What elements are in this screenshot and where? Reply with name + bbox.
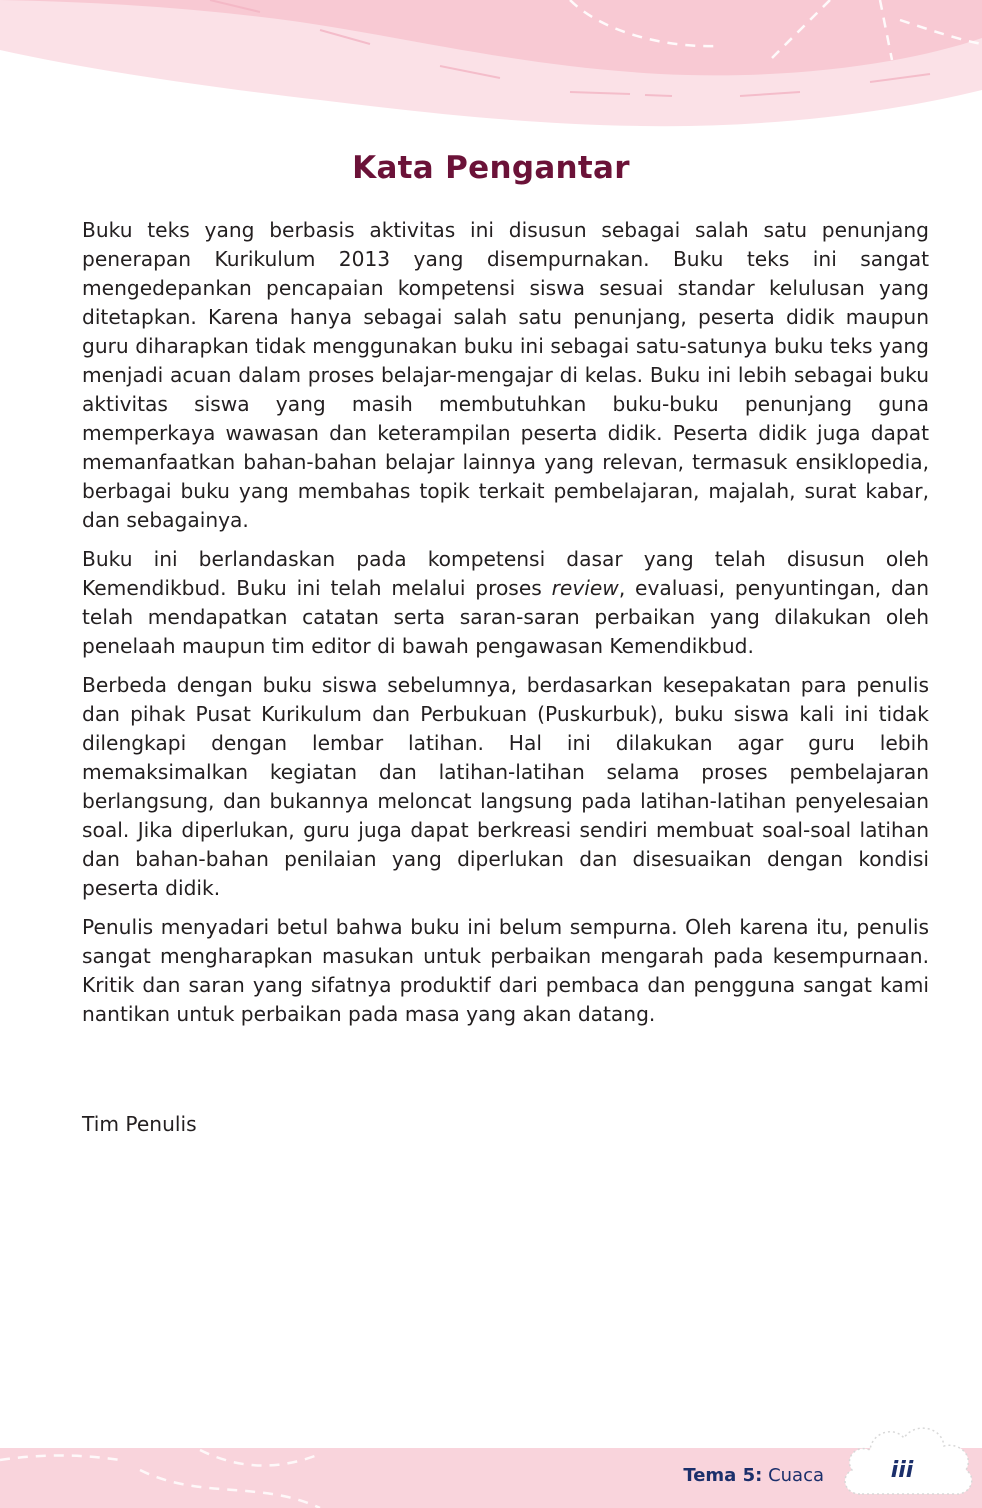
page-title: Kata Pengantar [352,150,630,186]
header-decoration [0,0,982,140]
theme-label [683,1465,824,1486]
paragraph-2-part-2: , evaluasi, penyuntingan, dan telah mendapatkan catatan serta saran-saran perbaikan yang dilakukan oleh penelaah maupun tim editor di bawah pengawasan Kemendikbud. [82,576,930,658]
signature: Tim Penulis [82,1112,197,1136]
paragraph-2 [82,545,929,661]
paragraph-2-part-1: Buku ini berlandaskan pada kompetensi dasar yang telah disusun oleh Kemendikbud. Buku ini telah melalui proses [82,547,929,600]
theme-name: Cuaca [768,1465,824,1486]
paragraph-2-italic-term: review [551,576,619,600]
paragraph-3: Berbeda dengan buku siswa sebelumnya, berdasarkan kesepakatan para penulis dan pihak Pusat Kurikulum dan Perbukuan (Puskurbuk), buku siswa kali ini tidak dilengkapi dengan lembar latihan. Hal ini dilakukan agar guru lebih memaksimalkan kegiatan dan latihan-latihan selama proses pembelajaran berlangsung, dan bukannya meloncat langsung pada latihan-latihan penyelesaian soal. Jika diperlukan, guru juga dapat berkreasi sendiri membuat soal-soal latihan dan bahan-bahan penilaian yang diperlukan dan disesuaikan dengan kondisi peserta didik. [82,673,929,900]
preface-body [82,216,929,1039]
paragraph-4: Penulis menyadari betul bahwa buku ini belum sempurna. Oleh karena itu, penulis sangat mengharapkan masukan untuk perbaikan mengarah pada kesempurnaan. Kritik dan saran yang sifatnya produktif dari pembaca dan pengguna sangat kami nantikan untuk perbaikan pada masa yang akan datang. [82,915,929,1026]
paragraph-1: Buku teks yang berbasis aktivitas ini disusun sebagai salah satu penunjang penerapan Kurikulum 2013 yang disempurnakan. Buku teks ini sangat mengedepankan pencapaian kompetensi siswa sesuai standar kelulusan yang ditetapkan. Karena hanya sebagai salah satu penunjang, peserta didik maupun guru diharapkan tidak menggunakan buku ini sebagai satu-satunya buku teks yang menjadi acuan dalam proses belajar-mengajar di kelas. Buku ini lebih sebagai buku aktivitas siswa yang masih membutuhkan buku-buku penunjang guna memperkaya wawasan dan keterampilan peserta didik. Peserta didik juga dapat memanfaatkan bahan-bahan belajar lainnya yang relevan, termasuk ensiklopedia, berbagai buku yang membahas topik terkait pembelajaran, majalah, surat kabar, dan sebagainya. [82,218,929,532]
footer-decoration [0,1440,982,1508]
page-number: iii [890,1458,914,1483]
theme-number: Tema 5: [683,1465,763,1486]
